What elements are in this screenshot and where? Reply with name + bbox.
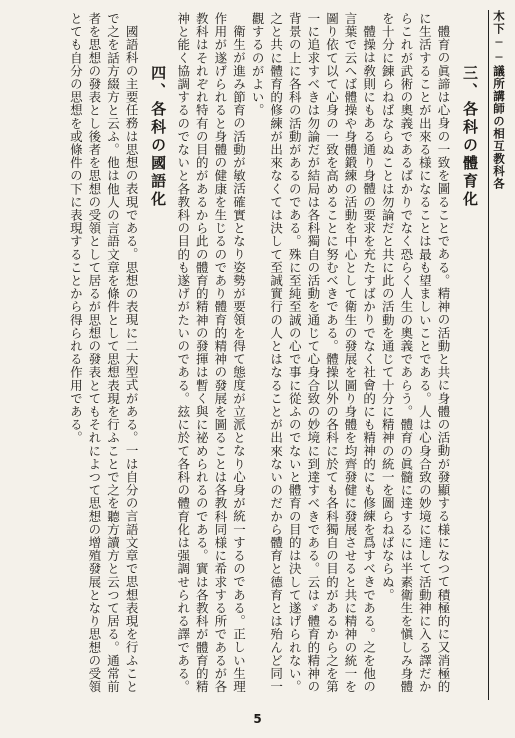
page-body (20, 12, 485, 702)
section-heading-language: 四、各科の國語化 (149, 64, 168, 209)
section-heading-physical: 三、各科の體育化 (461, 64, 479, 209)
page-number: 5 (253, 712, 262, 726)
running-header: 木下──議所講師の相互教科各 (492, 10, 506, 190)
paragraph: 衛生が進み節育の活動が敏活確實となり姿勢が要領を得て態度が立派となり心身が統一するのである。正しい生理作用が遂げられると身體の健康を生じるのであり體育的精神の發展を圖ることは各教科同様に希求する所であるが各教科はそれぞれ特有の目的があるから此の體育的精神の發揮は暫く與に祕められるのである。實は各教科が體育的精神と能く協調するのでないと各教科の目的も遂げがたいのである。玆に於て各科の體育化は强調せられる譯である。 (175, 12, 247, 694)
paragraph: 體操は敎則にもある通り身體の要求を充たすばかりでなく社會的にも精神的にも修練を爲すべきである。之を他の言葉で云へば體操や身體鍛練の活動を中心として衛生の發展を圖り身體を均齊發健に發展させると共に精神の統一を圖り依て以て心身の一致を高めることに努むべきである。體操以外の各科に於ても各科獨自の目的があるから之を第一に追求すべきは勿論だが結局は各科獨自の活動を通じて心身合致の妙境に到達すべきである。云はゞ體育的精神の背景の上に各科の活動があるのである。殊に至純至誠の心で事に從ふのでないと體育の目的は決して遂げられない。之と共に體育的修練が出來なくては決して至誠實行の人とはなることが出來ないのだから體育と德育とは殆んど同一觀するのがよい。 (250, 12, 377, 694)
header-rule (488, 10, 489, 700)
paragraph: 體育の眞諦は心身の一致を圖ることである。精神の活動と共に身體の活動が發顯する様になつて積極的に又消極的に生活することが出來る様になることは最も望ましいことである。人は心身合致の妙境に達して活動神に入る譯だからこれが武術の奧義であるばかりでなく恐らく人生の奧義であらう。體育の眞髓に達するには半素衛生を愼しみ身體を十分に錬らねばならぬことは勿論だと共に此の活動を通じて十分に精神の統一を圖らねばならぬ。 (380, 12, 451, 694)
paragraph: 國語科の主要任務は思想の表現である。思想の表現に二大型式がある。一は自分の言語文章で思想表現を行ふことで之を話方綴方と云ふ。他は他人の言語文章を條件として思想表現を行ふことで之を聽方讀方と云つて居る。通常前者を思想の發表とし後者を思想の受領として居るが思想の發表とてもそれによつて思想の增殖發展となり思想の受領とても自分の思想を或條件の下に表現することから得られる作用である。 (68, 12, 140, 694)
